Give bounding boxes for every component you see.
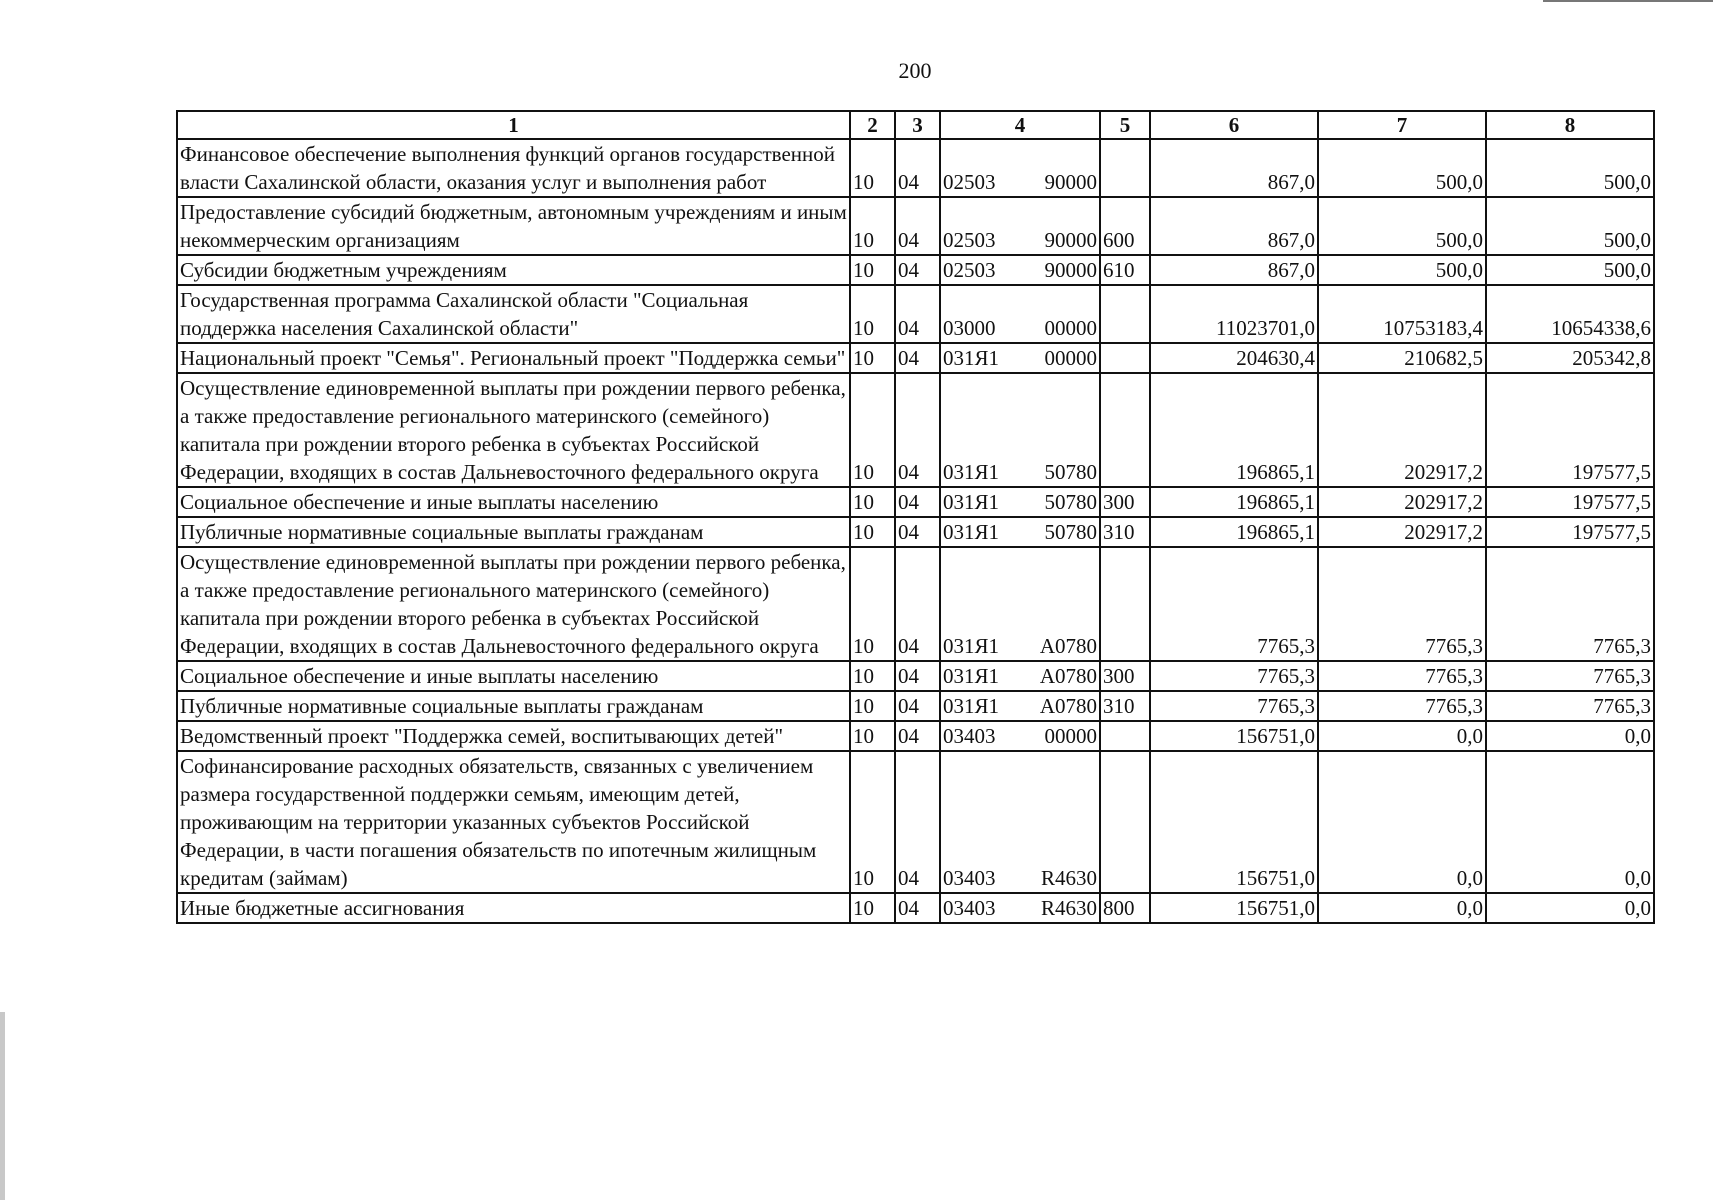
- target-article-program-code: 02503: [943, 228, 996, 252]
- column-header: 2: [850, 111, 895, 139]
- top-edge-line: [1543, 0, 1713, 2]
- amount-cell: 196865,1: [1150, 373, 1318, 487]
- amount-cell: 10654338,6: [1486, 285, 1654, 343]
- target-article-direction-code: R4630: [1040, 866, 1097, 890]
- table-row: [177, 517, 1654, 547]
- target-article-cell: [940, 197, 1100, 255]
- expense-type-cell: 300: [1100, 661, 1150, 691]
- amount-cell: 7765,3: [1150, 691, 1318, 721]
- target-article-program-code: 03403: [943, 866, 996, 890]
- row-name-cell: Государственная программа Сахалинской области "Социальная поддержка населения Сахалинской области": [177, 285, 850, 343]
- target-article-program-code: 031Я1: [943, 460, 1000, 484]
- row-name-cell: Осуществление единовременной выплаты при рождении первого ребенка, а также предоставление регионального материнского (семейного) капитала при рождении второго ребенка в субъектах Российской Федерации, входящих в состав Дальневосточного федерального округа: [177, 373, 850, 487]
- subsection-code-cell: 04: [895, 661, 940, 691]
- amount-cell: 0,0: [1486, 893, 1654, 923]
- expense-type-cell: [1100, 751, 1150, 893]
- target-article-direction-code: 00000: [1044, 724, 1097, 748]
- section-code-cell: 10: [850, 255, 895, 285]
- row-name-cell: Софинансирование расходных обязательств, связанных с увеличением размера государственной поддержки семьям, имеющим детей, проживающим на территории указанных субъектов Российской Федерации, в части погашения обязательств по ипотечным жилищным кредитам (займам): [177, 751, 850, 893]
- subsection-code-cell: 04: [895, 721, 940, 751]
- amount-cell: 7765,3: [1150, 547, 1318, 661]
- section-code-cell: 10: [850, 547, 895, 661]
- section-code-cell: 10: [850, 139, 895, 197]
- row-name-cell: Публичные нормативные социальные выплаты гражданам: [177, 691, 850, 721]
- target-article-cell: [940, 893, 1100, 923]
- target-article-cell: [940, 285, 1100, 343]
- amount-cell: 205342,8: [1486, 343, 1654, 373]
- row-name-cell: Социальное обеспечение и иные выплаты населению: [177, 487, 850, 517]
- target-article-cell: [940, 661, 1100, 691]
- subsection-code-cell: 04: [895, 691, 940, 721]
- amount-cell: 204630,4: [1150, 343, 1318, 373]
- column-header: 1: [177, 111, 850, 139]
- amount-cell: 11023701,0: [1150, 285, 1318, 343]
- expense-type-cell: [1100, 547, 1150, 661]
- target-article-direction-code: 50780: [1044, 520, 1097, 544]
- row-name-cell: Иные бюджетные ассигнования: [177, 893, 850, 923]
- row-name-cell: Финансовое обеспечение выполнения функций органов государственной власти Сахалинской области, оказания услуг и выполнения работ: [177, 139, 850, 197]
- expense-type-cell: [1100, 139, 1150, 197]
- amount-cell: 7765,3: [1318, 547, 1486, 661]
- section-code-cell: 10: [850, 661, 895, 691]
- section-code-cell: 10: [850, 721, 895, 751]
- column-header: 7: [1318, 111, 1486, 139]
- amount-cell: 196865,1: [1150, 517, 1318, 547]
- target-article-direction-code: А0780: [1039, 694, 1097, 718]
- amount-cell: 500,0: [1486, 255, 1654, 285]
- section-code-cell: 10: [850, 343, 895, 373]
- target-article-direction-code: 00000: [1044, 316, 1097, 340]
- target-article-cell: [940, 373, 1100, 487]
- target-article-cell: [940, 139, 1100, 197]
- row-name-cell: Национальный проект "Семья". Региональный проект "Поддержка семьи": [177, 343, 850, 373]
- table-row: [177, 285, 1654, 343]
- amount-cell: 7765,3: [1486, 547, 1654, 661]
- table-row: [177, 691, 1654, 721]
- amount-cell: 867,0: [1150, 197, 1318, 255]
- section-code-cell: 10: [850, 691, 895, 721]
- table-row: [177, 721, 1654, 751]
- target-article-direction-code: 00000: [1044, 346, 1097, 370]
- target-article-program-code: 031Я1: [943, 694, 1000, 718]
- table-row: [177, 547, 1654, 661]
- table-row: [177, 343, 1654, 373]
- budget-table: [176, 110, 1655, 924]
- target-article-direction-code: 90000: [1044, 228, 1097, 252]
- target-article-cell: [940, 255, 1100, 285]
- column-header: 3: [895, 111, 940, 139]
- subsection-code-cell: 04: [895, 751, 940, 893]
- target-article-direction-code: А0780: [1039, 634, 1097, 658]
- table-row: [177, 197, 1654, 255]
- target-article-program-code: 031Я1: [943, 520, 1000, 544]
- amount-cell: 867,0: [1150, 255, 1318, 285]
- section-code-cell: 10: [850, 751, 895, 893]
- amount-cell: 7765,3: [1150, 661, 1318, 691]
- amount-cell: 156751,0: [1150, 751, 1318, 893]
- row-name-cell: Предоставление субсидий бюджетным, автономным учреждениям и иным некоммерческим организациям: [177, 197, 850, 255]
- amount-cell: 197577,5: [1486, 487, 1654, 517]
- target-article-program-code: 03403: [943, 724, 996, 748]
- expense-type-cell: 610: [1100, 255, 1150, 285]
- section-code-cell: 10: [850, 893, 895, 923]
- amount-cell: 197577,5: [1486, 373, 1654, 487]
- page-number: 200: [898, 58, 932, 83]
- table-row: [177, 661, 1654, 691]
- section-code-cell: 10: [850, 285, 895, 343]
- amount-cell: 7765,3: [1318, 661, 1486, 691]
- amount-cell: 7765,3: [1486, 691, 1654, 721]
- target-article-cell: [940, 751, 1100, 893]
- amount-cell: 156751,0: [1150, 893, 1318, 923]
- amount-cell: 0,0: [1318, 893, 1486, 923]
- subsection-code-cell: 04: [895, 893, 940, 923]
- row-name-cell: Осуществление единовременной выплаты при рождении первого ребенка, а также предоставление регионального материнского (семейного) капитала при рождении второго ребенка в субъектах Российской Федерации, входящих в состав Дальневосточного федерального округа: [177, 547, 850, 661]
- subsection-code-cell: 04: [895, 139, 940, 197]
- subsection-code-cell: 04: [895, 255, 940, 285]
- amount-cell: 0,0: [1486, 721, 1654, 751]
- target-article-cell: [940, 487, 1100, 517]
- subsection-code-cell: 04: [895, 517, 940, 547]
- expense-type-cell: 800: [1100, 893, 1150, 923]
- row-name-cell: Публичные нормативные социальные выплаты гражданам: [177, 517, 850, 547]
- amount-cell: 197577,5: [1486, 517, 1654, 547]
- target-article-cell: [940, 343, 1100, 373]
- target-article-direction-code: А0780: [1039, 664, 1097, 688]
- section-code-cell: 10: [850, 487, 895, 517]
- subsection-code-cell: 04: [895, 197, 940, 255]
- target-article-cell: [940, 517, 1100, 547]
- target-article-program-code: 02503: [943, 170, 996, 194]
- table-header-row: [177, 111, 1654, 139]
- amount-cell: 867,0: [1150, 139, 1318, 197]
- amount-cell: 500,0: [1486, 197, 1654, 255]
- table-row: [177, 751, 1654, 893]
- target-article-cell: [940, 547, 1100, 661]
- amount-cell: 500,0: [1318, 255, 1486, 285]
- section-code-cell: 10: [850, 197, 895, 255]
- target-article-direction-code: R4630: [1040, 896, 1097, 920]
- section-code-cell: 10: [850, 517, 895, 547]
- target-article-direction-code: 90000: [1044, 170, 1097, 194]
- table-row: [177, 893, 1654, 923]
- amount-cell: 500,0: [1318, 139, 1486, 197]
- table-row: [177, 373, 1654, 487]
- amount-cell: 196865,1: [1150, 487, 1318, 517]
- row-name-cell: Социальное обеспечение и иные выплаты населению: [177, 661, 850, 691]
- table-row: [177, 255, 1654, 285]
- row-name-cell: Субсидии бюджетным учреждениям: [177, 255, 850, 285]
- amount-cell: 0,0: [1318, 721, 1486, 751]
- amount-cell: 0,0: [1486, 751, 1654, 893]
- subsection-code-cell: 04: [895, 547, 940, 661]
- column-header: 5: [1100, 111, 1150, 139]
- target-article-direction-code: 50780: [1044, 460, 1097, 484]
- scan-edge-shadow: [0, 1012, 5, 1200]
- subsection-code-cell: 04: [895, 285, 940, 343]
- amount-cell: 210682,5: [1318, 343, 1486, 373]
- target-article-program-code: 031Я1: [943, 346, 1000, 370]
- table-body: [177, 139, 1654, 923]
- amount-cell: 156751,0: [1150, 721, 1318, 751]
- target-article-cell: [940, 691, 1100, 721]
- target-article-cell: [940, 721, 1100, 751]
- expense-type-cell: 300: [1100, 487, 1150, 517]
- target-article-program-code: 03000: [943, 316, 996, 340]
- expense-type-cell: [1100, 721, 1150, 751]
- amount-cell: 202917,2: [1318, 487, 1486, 517]
- amount-cell: 500,0: [1318, 197, 1486, 255]
- subsection-code-cell: 04: [895, 343, 940, 373]
- amount-cell: 500,0: [1486, 139, 1654, 197]
- amount-cell: 0,0: [1318, 751, 1486, 893]
- row-name-cell: Ведомственный проект "Поддержка семей, воспитывающих детей": [177, 721, 850, 751]
- column-header: 4: [940, 111, 1100, 139]
- expense-type-cell: [1100, 373, 1150, 487]
- amount-cell: 202917,2: [1318, 517, 1486, 547]
- target-article-program-code: 031Я1: [943, 490, 1000, 514]
- table-row: [177, 487, 1654, 517]
- subsection-code-cell: 04: [895, 487, 940, 517]
- subsection-code-cell: 04: [895, 373, 940, 487]
- column-header: 6: [1150, 111, 1318, 139]
- target-article-program-code: 02503: [943, 258, 996, 282]
- expense-type-cell: 600: [1100, 197, 1150, 255]
- expense-type-cell: 310: [1100, 517, 1150, 547]
- target-article-program-code: 031Я1: [943, 664, 1000, 688]
- table-row: [177, 139, 1654, 197]
- target-article-direction-code: 90000: [1044, 258, 1097, 282]
- amount-cell: 7765,3: [1486, 661, 1654, 691]
- expense-type-cell: 310: [1100, 691, 1150, 721]
- target-article-direction-code: 50780: [1044, 490, 1097, 514]
- expense-type-cell: [1100, 285, 1150, 343]
- amount-cell: 10753183,4: [1318, 285, 1486, 343]
- amount-cell: 202917,2: [1318, 373, 1486, 487]
- target-article-program-code: 03403: [943, 896, 996, 920]
- section-code-cell: 10: [850, 373, 895, 487]
- amount-cell: 7765,3: [1318, 691, 1486, 721]
- expense-type-cell: [1100, 343, 1150, 373]
- target-article-program-code: 031Я1: [943, 634, 1000, 658]
- column-header: 8: [1486, 111, 1654, 139]
